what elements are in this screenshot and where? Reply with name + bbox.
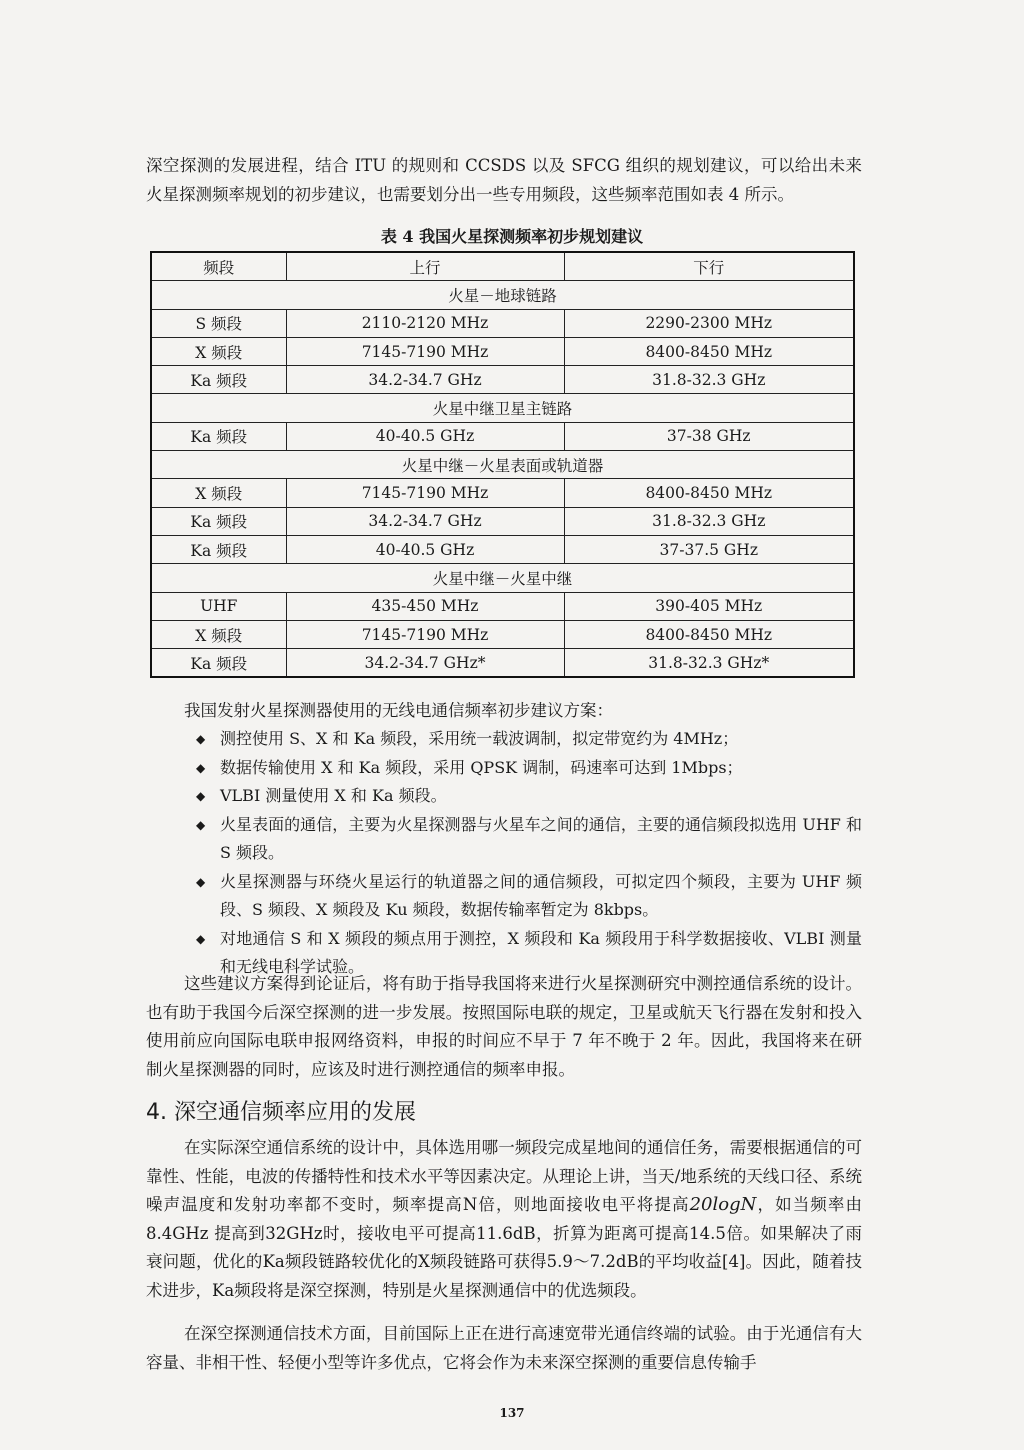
list-item	[190, 782, 862, 811]
cell-downlink: 8400-8450 MHz	[564, 620, 854, 648]
list-item-text: 测控使用 S、X 和 Ka 频段，采用统一载波调制，拟定带宽约为 4MHz；	[220, 729, 739, 748]
diamond-bullet-icon: ◆	[196, 760, 206, 775]
list-item	[190, 725, 862, 754]
cell-downlink: 37-38 GHz	[564, 422, 854, 450]
cell-band: Ka 频段	[151, 422, 286, 450]
group-title-row	[151, 394, 854, 422]
diamond-bullet-icon: ◆	[196, 817, 206, 832]
list-item-text: 对地通信 S 和 X 频段的频点用于测控，X 频段和 Ka 频段用于科学数据接收、VLBI 测量和无线电科学试验。	[220, 928, 862, 976]
cell-uplink: 7145-7190 MHz	[286, 479, 564, 507]
list-item	[190, 868, 862, 925]
group-title: 火星中继－火星表面或轨道器	[151, 451, 854, 479]
table-row	[151, 649, 854, 678]
list-item-text: VLBI 测量使用 X 和 Ka 频段。	[220, 786, 447, 805]
group-title-row	[151, 564, 854, 592]
table-row	[151, 479, 854, 507]
table-header-row	[151, 252, 854, 281]
table-row	[151, 366, 854, 394]
list-item-text: 火星表面的通信，主要为火星探测器与火星车之间的通信，主要的通信频段拟选用 UHF 和 S 频段。	[220, 814, 862, 862]
cell-uplink: 2110-2120 MHz	[286, 309, 564, 337]
group-title-row	[151, 281, 854, 309]
cell-uplink: 40-40.5 GHz	[286, 422, 564, 450]
conclusion-paragraph: 这些建议方案得到论证后，将有助于指导我国将来进行火星探测研究中测控通信系统的设计。也有助于我国今后深空探测的进一步发展。按照国际电联的规定，卫星或航天飞行器在发射和投入使用前应向国际电联申报网络资料，申报的时间应不早于 7 年不晚于 2 年。因此，我国将来在研制火星探测器的同时，应该及时进行测控通信的频率申报。	[146, 974, 862, 1079]
cell-uplink: 34.2-34.7 GHz*	[286, 649, 564, 678]
diamond-bullet-icon: ◆	[196, 931, 206, 946]
header-band: 频段	[151, 252, 286, 281]
cell-downlink: 37-37.5 GHz	[564, 535, 854, 563]
cell-band: X 频段	[151, 620, 286, 648]
cell-uplink: 435-450 MHz	[286, 592, 564, 620]
group-title: 火星中继－火星中继	[151, 564, 854, 592]
body-paragraph: 在深空探测通信技术方面，目前国际上正在进行高速宽带光通信终端的试验。由于光通信有大容量、非相干性、轻便小型等许多优点，它将会作为未来深空探测的重要信息传输手	[146, 1324, 862, 1372]
cell-downlink: 8400-8450 MHz	[564, 337, 854, 365]
cell-band: Ka 频段	[151, 649, 286, 678]
cell-band: Ka 频段	[151, 366, 286, 394]
table-row	[151, 309, 854, 337]
list-item-text: 数据传输使用 X 和 Ka 频段，采用 QPSK 调制，码速率可达到 1Mbps；	[220, 757, 743, 777]
table-caption: 表 4 我国火星探测频率初步规划建议	[380, 227, 644, 246]
proposal-intro: 我国发射火星探测器使用的无线电通信频率初步建议方案：	[184, 701, 613, 720]
cell-downlink: 31.8-32.3 GHz	[564, 366, 854, 394]
body-paragraph	[146, 1134, 862, 1305]
cell-downlink: 2290-2300 MHz	[564, 309, 854, 337]
intro-paragraph: 深空探测的发展进程，结合 ITU 的规则和 CCSDS 以及 SFCG 组织的规划建议，可以给出未来火星探测频率规划的初步建议，也需要划分出一些专用频段，这些频率范围如表 4 所示。	[146, 156, 862, 204]
cell-band: X 频段	[151, 479, 286, 507]
frequency-table	[150, 251, 855, 678]
cell-band: X 频段	[151, 337, 286, 365]
cell-uplink: 34.2-34.7 GHz	[286, 366, 564, 394]
group-title: 火星中继卫星主链路	[151, 394, 854, 422]
list-item	[190, 811, 862, 868]
table-row	[151, 507, 854, 535]
table-row	[151, 620, 854, 648]
formula: 20logN	[689, 1194, 757, 1215]
cell-band: Ka 频段	[151, 535, 286, 563]
diamond-bullet-icon: ◆	[196, 874, 206, 889]
cell-uplink: 34.2-34.7 GHz	[286, 507, 564, 535]
diamond-bullet-icon: ◆	[196, 789, 206, 803]
cell-band: S 频段	[151, 309, 286, 337]
group-title-row	[151, 451, 854, 479]
cell-downlink: 8400-8450 MHz	[564, 479, 854, 507]
group-title: 火星－地球链路	[151, 281, 854, 309]
table-row	[151, 592, 854, 620]
cell-band: Ka 频段	[151, 507, 286, 535]
list-item-text: 火星探测器与环绕火星运行的轨道器之间的通信频段，可拟定四个频段，主要为 UHF 频段、S 频段、X 频段及 Ku 频段，数据传输率暂定为 8kbps。	[220, 871, 862, 919]
cell-band: UHF	[151, 592, 286, 620]
table-row	[151, 422, 854, 450]
header-uplink: 上行	[286, 252, 564, 281]
table-row	[151, 535, 854, 563]
list-item	[190, 754, 862, 783]
paragraph-text: 在实际深空通信系统的设计中，具体选用哪一频段完成星地间的通信任务，需要根据通信的可靠性、性能，电波的传播特性和技术水平等因素决定。从理论上讲，当天/地系统的天线口径、系统噪声温度和发射功率都不变时，频率提高N倍，则地面接收电平将提高	[146, 1138, 862, 1214]
header-downlink: 下行	[564, 252, 854, 281]
section-heading: 4. 深空通信频率应用的发展	[146, 1100, 416, 1125]
cell-uplink: 7145-7190 MHz	[286, 337, 564, 365]
table-row	[151, 337, 854, 365]
proposal-list	[190, 725, 862, 982]
page-number: 137	[499, 1406, 525, 1420]
cell-downlink: 390-405 MHz	[564, 592, 854, 620]
diamond-bullet-icon: ◆	[196, 732, 206, 746]
cell-uplink: 40-40.5 GHz	[286, 535, 564, 563]
paragraph-text: ，如当频率由8.4GHz 提高到32GHz时，接收电平可提高11.6dB，折算为距离可提高14.5倍。如果解决了雨衰问题，优化的Ka频段链路较优化的X频段链路可获得5.9～7.2dB的平均收益[4]。因此，随着技术进步，Ka频段将是深空探测，特别是火星探测通信中的优选频段。	[146, 1195, 863, 1300]
cell-downlink: 31.8-32.3 GHz*	[564, 649, 854, 678]
cell-uplink: 7145-7190 MHz	[286, 620, 564, 648]
cell-downlink: 31.8-32.3 GHz	[564, 507, 854, 535]
